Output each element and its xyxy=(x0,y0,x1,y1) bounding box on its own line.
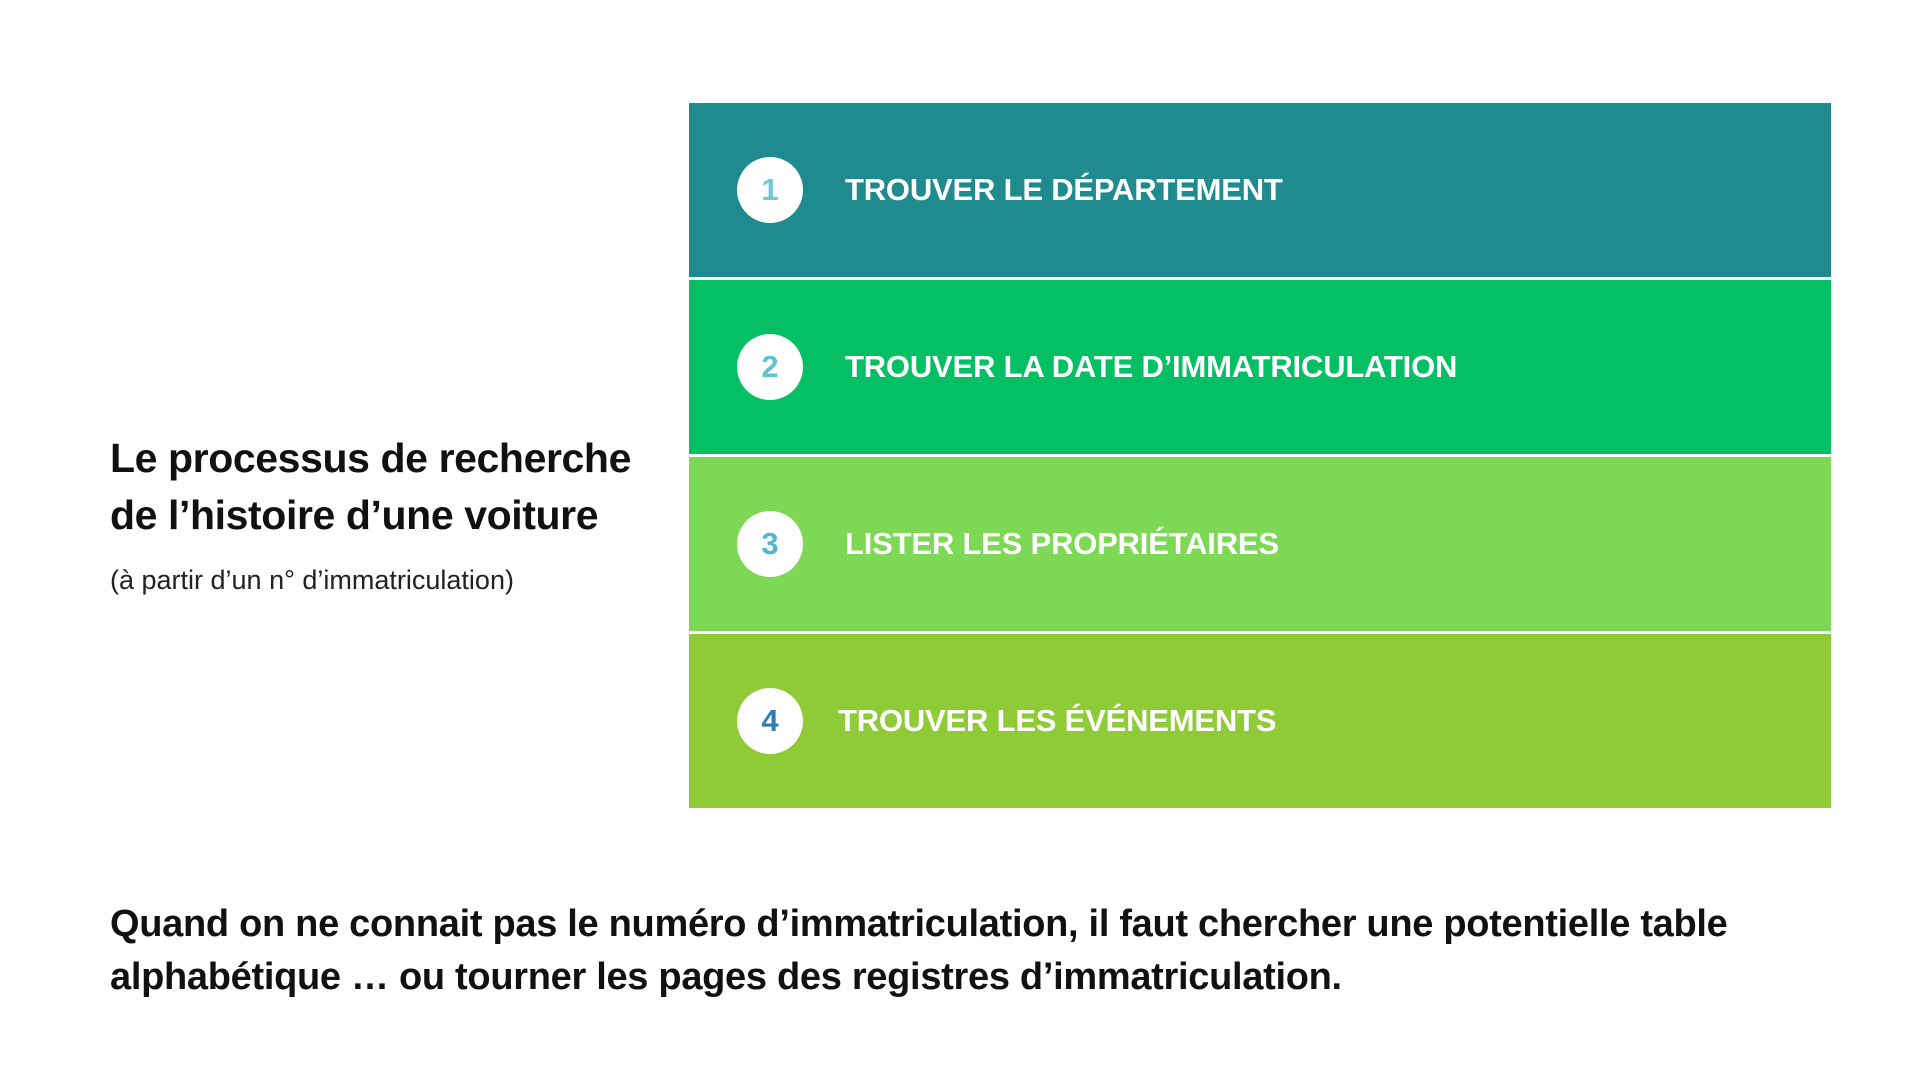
step-1 xyxy=(689,103,1831,277)
step-number-badge: 3 xyxy=(737,511,803,577)
step-number-badge: 1 xyxy=(737,157,803,223)
step-label: TROUVER LES ÉVÉNEMENTS xyxy=(838,703,1277,738)
page-subtitle: (à partir d’un n° d’immatriculation) xyxy=(110,565,514,595)
step-2 xyxy=(689,280,1831,454)
footer-note: Quand on ne connait pas le numéro d’immatriculation, il faut chercher une potentielle table alphabétique … ou tourner les pages des registres d’immatriculation. xyxy=(110,903,1728,998)
page-title: Le processus de recherche de l’histoire d’une voiture xyxy=(110,435,631,538)
step-label: TROUVER LA DATE D’IMMATRICULATION xyxy=(845,349,1458,384)
step-4 xyxy=(689,634,1831,808)
step-3 xyxy=(689,457,1831,631)
process-steps xyxy=(689,103,1831,808)
step-number-badge: 2 xyxy=(737,334,803,400)
heading-block xyxy=(110,430,650,598)
step-number-badge: 4 xyxy=(737,688,803,754)
step-label: TROUVER LE DÉPARTEMENT xyxy=(845,172,1283,207)
step-label: LISTER LES PROPRIÉTAIRES xyxy=(845,526,1279,561)
